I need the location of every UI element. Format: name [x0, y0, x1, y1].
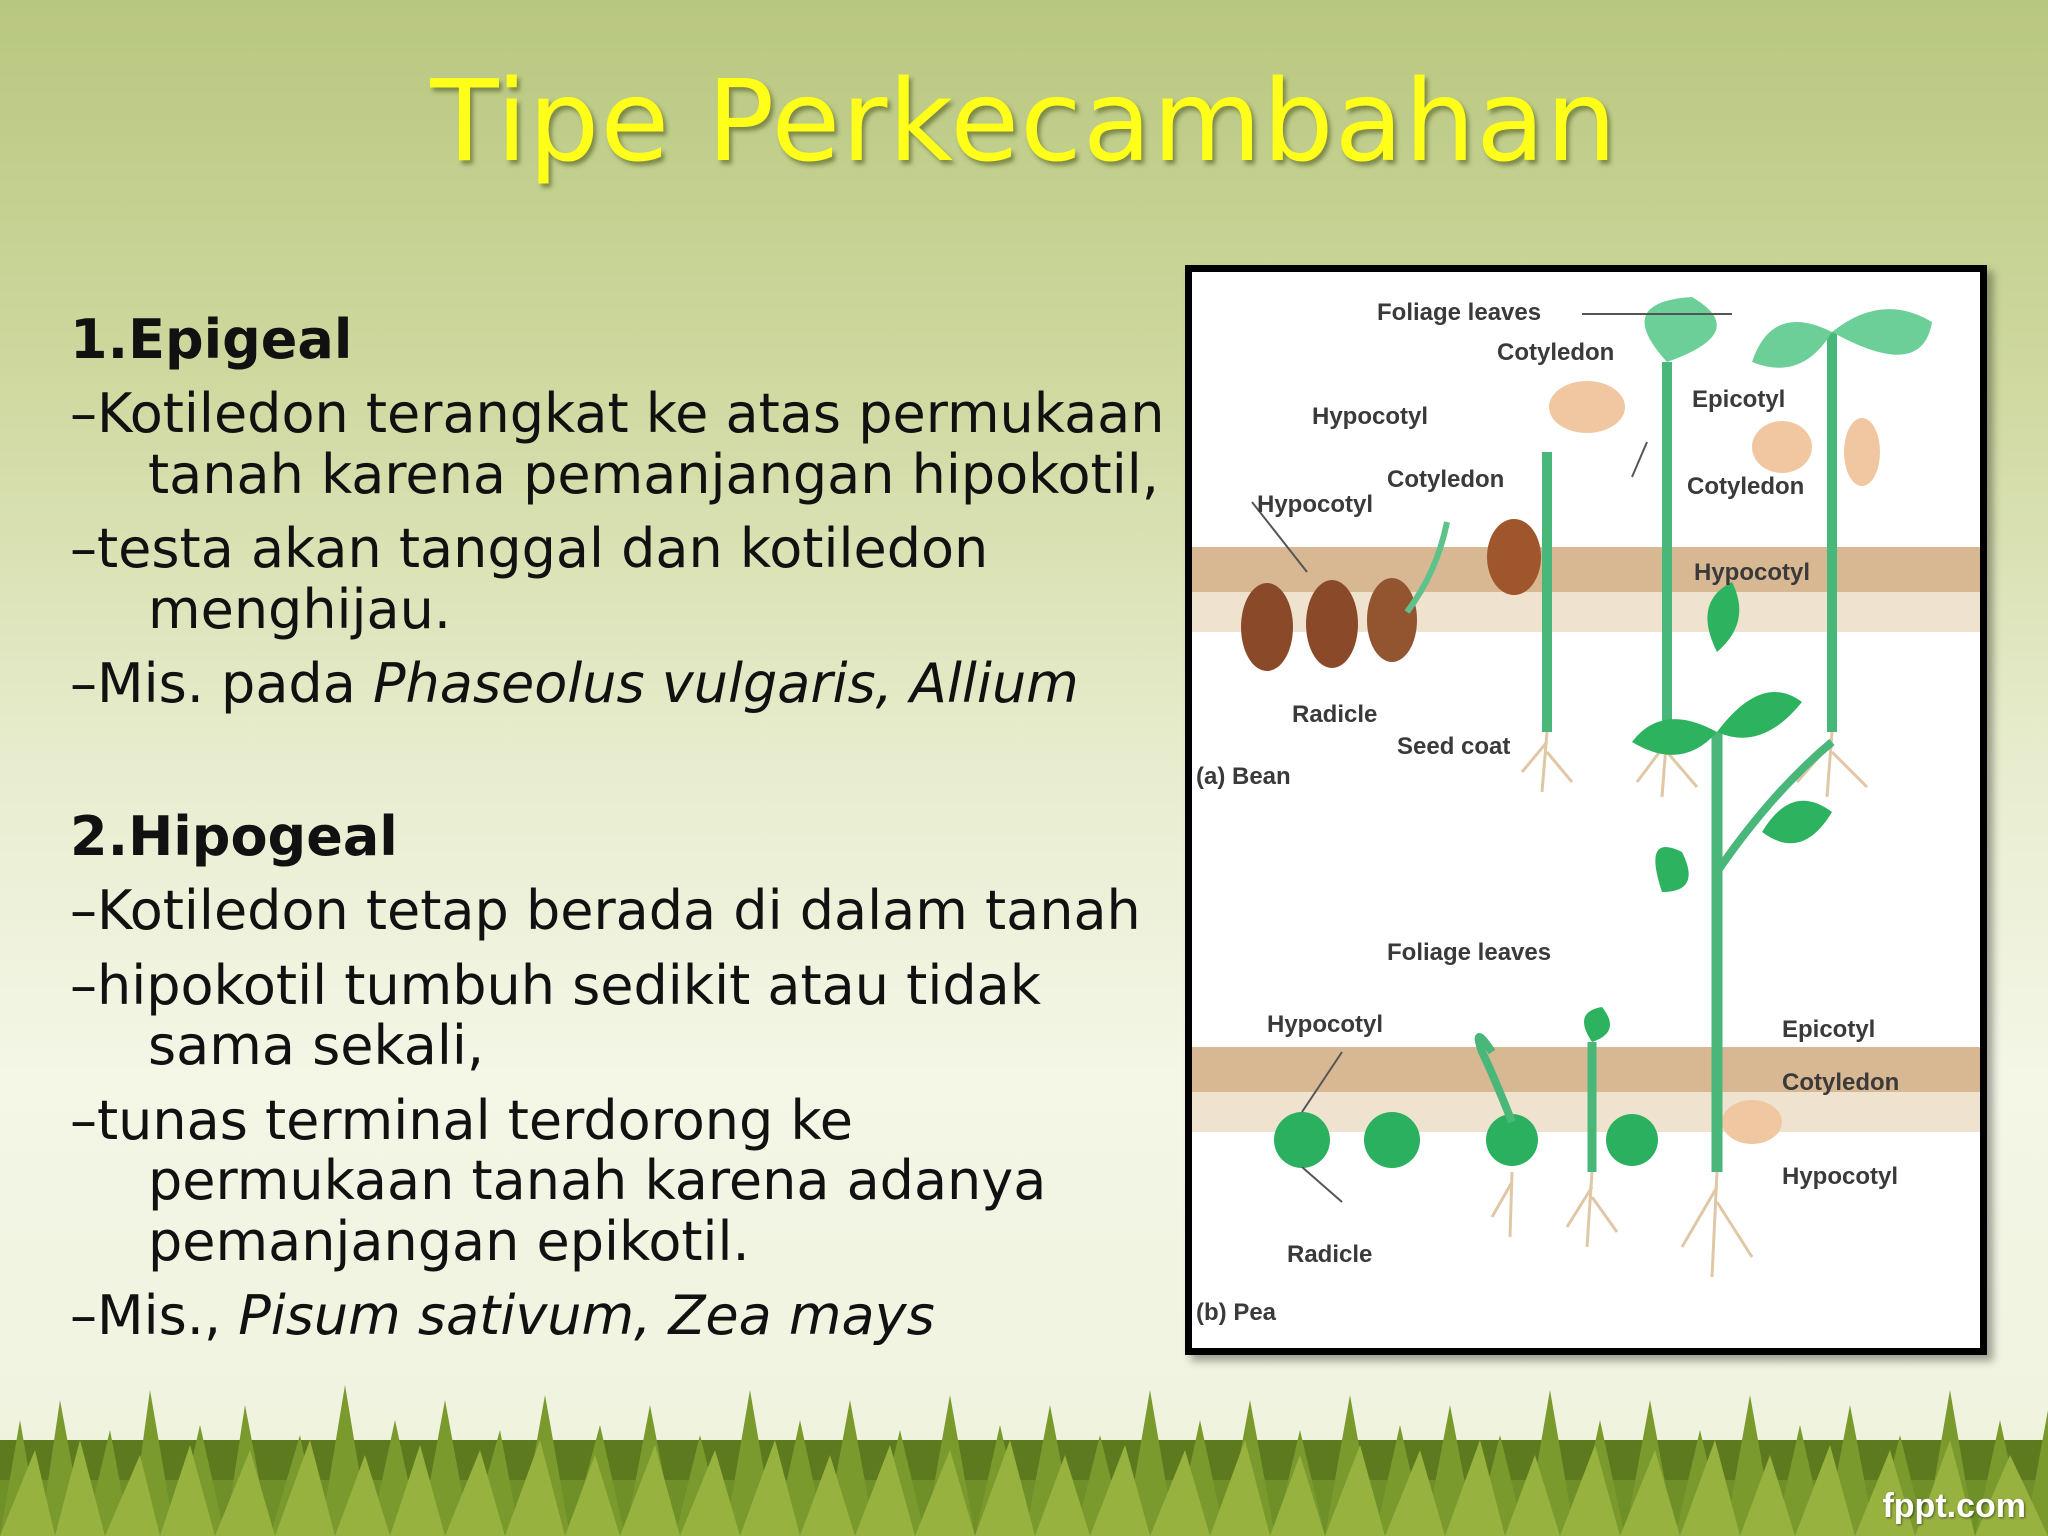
bean-seed-4 — [1487, 519, 1541, 595]
bean-label-cotyledon-right: Cotyledon — [1687, 473, 1805, 500]
epigeal-example-prefix: –Mis. pada — [70, 652, 373, 716]
bean-label-radicle: Radicle — [1292, 701, 1378, 728]
pea-label-hypocotyl-right: Hypocotyl — [1782, 1163, 1899, 1190]
pea-cotyledon — [1722, 1100, 1782, 1144]
pea-leader-radicle — [1302, 1167, 1342, 1202]
hipogeal-example-species: Pisum sativum, Zea mays — [238, 1284, 935, 1348]
footer-brand: fppt.com — [1882, 1487, 2026, 1525]
pea-label-epicotyl: Epicotyl — [1782, 1016, 1876, 1043]
bean-leaf-3 — [1752, 322, 1832, 368]
bean-leader-hypo-right — [1632, 442, 1647, 477]
pea-label-radicle: Radicle — [1287, 1241, 1373, 1268]
pea-caption: (b) Pea — [1196, 1299, 1277, 1326]
pea-roots-3 — [1682, 1172, 1752, 1277]
hipogeal-bullet-3: –tunas terminal terdorong ke permukaan tanah karena adanya pemanjangan epikotil. — [70, 1088, 1047, 1273]
epigeal-bullet-1: –Kotiledon terangkat ke atas permukaan tanah karena pemanjangan hipokotil, — [70, 382, 1165, 506]
bean-label-seed-coat: Seed coat — [1397, 733, 1511, 760]
bean-soil-layer — [1192, 547, 1980, 592]
bean-leaf-2 — [1832, 309, 1932, 355]
bean-cotyledon-2 — [1752, 421, 1812, 473]
bean-caption: (a) Bean — [1196, 763, 1291, 790]
bean-cotyledon-1 — [1549, 381, 1625, 433]
slide-content — [70, 310, 1170, 1361]
bean-label-epicotyl: Epicotyl — [1692, 386, 1786, 413]
bean-label-cotyledon-top: Cotyledon — [1497, 339, 1615, 366]
hipogeal-bullet-1: –Kotiledon tetap berada di dalam tanah — [70, 879, 1141, 943]
pea-label-hypocotyl-left: Hypocotyl — [1267, 1011, 1384, 1038]
bean-leaf-1 — [1645, 297, 1717, 362]
epigeal-heading: 1.Epigeal — [70, 308, 353, 371]
bean-seed-1 — [1241, 583, 1293, 671]
pea-seed-1 — [1274, 1112, 1330, 1168]
epigeal-bullet-3 — [70, 654, 1170, 714]
pea-roots-2 — [1567, 1172, 1617, 1247]
pea-label-foliage-leaves: Foliage leaves — [1387, 939, 1552, 966]
bean-label-hypocotyl-left: Hypocotyl — [1257, 491, 1374, 518]
bean-seed-2 — [1306, 580, 1358, 668]
bean-label-hypocotyl-right: Hypocotyl — [1694, 559, 1811, 586]
bean-label-cotyledon-mid: Cotyledon — [1387, 466, 1505, 493]
bean-seed-3 — [1367, 578, 1417, 662]
bean-label-hypocotyl-top: Hypocotyl — [1312, 403, 1429, 430]
bean-roots-2 — [1522, 732, 1572, 792]
epigeal-example-species: Phaseolus vulgaris, Allium — [372, 652, 1079, 716]
pea-leaf-2 — [1717, 692, 1802, 738]
grass-decoration — [0, 1330, 2048, 1536]
pea-leaf-6 — [1584, 1007, 1610, 1042]
pea-leaf-4 — [1762, 801, 1832, 844]
pea-label-cotyledon: Cotyledon — [1782, 1069, 1900, 1096]
slide-title: Tipe Perkecambahan — [430, 57, 1618, 187]
epigeal-bullet-2: –testa akan tanggal dan kotiledon menghijau. — [70, 517, 989, 641]
hipogeal-heading: 2.Hipogeal — [70, 804, 398, 868]
germination-diagram-illustration — [1192, 272, 1980, 1348]
pea-leaf-5 — [1655, 847, 1688, 892]
pea-seed-2 — [1364, 1112, 1420, 1168]
bean-label-foliage-leaves: Foliage leaves — [1377, 299, 1542, 326]
germination-diagram — [1185, 265, 1987, 1355]
pea-seed-4 — [1606, 1114, 1658, 1166]
pea-roots-1 — [1492, 1172, 1512, 1237]
hipogeal-bullet-2: –hipokotil tumbuh sedikit atau tidak sama sekali, — [70, 953, 1041, 1078]
hipogeal-example-prefix: –Mis., — [70, 1284, 239, 1348]
pea-leaf-1 — [1632, 719, 1717, 755]
bean-cotyledon-3 — [1844, 418, 1880, 486]
